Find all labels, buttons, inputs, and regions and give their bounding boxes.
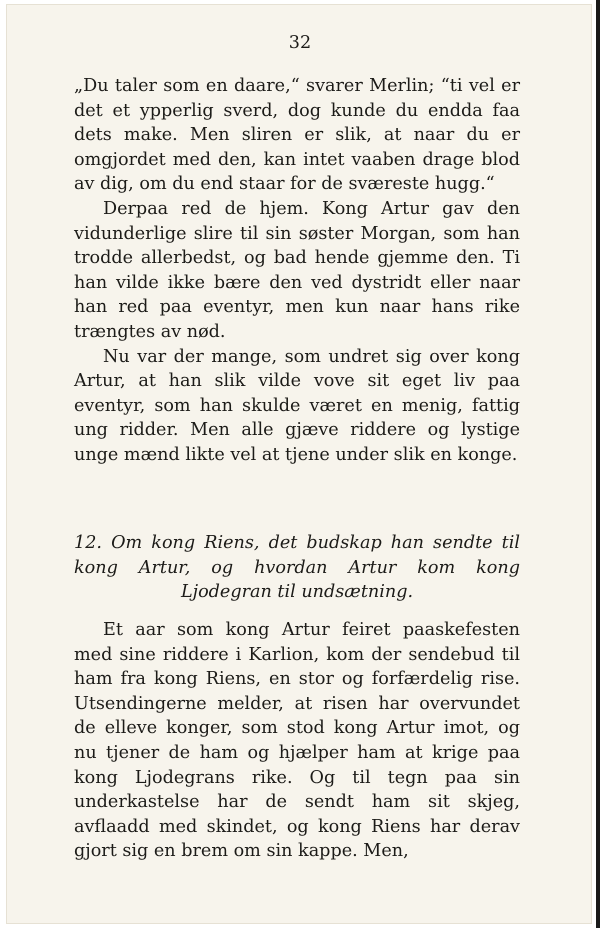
section-two: [74, 618, 520, 864]
paragraph-ride-home: Derpaa red de hjem. Kong Artur gav den vidunderlige slire til sin søster Morgan, som han trodde allerbedst, og bad hende gjemme den. Ti han vilde ikke bære den ved dystridt eller naar han red paa eventyr, men kun naar hans rike trængtes av nød.: [74, 198, 520, 342]
chapter-heading: 12. Om kong Riens, det budskap han sendte til kong Artur, og hvordan Artur kom kong Ljodegran til undsætning.: [74, 533, 520, 603]
paragraph-easter-feast: Et aar som kong Artur feiret paaskefesten med sine riddere i Karlion, kom der sendebud til ham fra kong Riens, en stor og forfærdelig rise. Utsendingerne melder, at risen har overvundet de elleve konger, som stod kong Artur imot, og nu tjener de ham og hjælper ham at krige paa kong Ljodegrans rike. Og til tegn paa sin underkastelse har de sendt ham sit skjeg, avflaadd med skindet, og kong Riens har derav gjort sig en brem om sin kappe. Men,: [74, 620, 520, 862]
section-one: [74, 74, 520, 468]
paragraph-adventure: Nu var der mange, som undret sig over kong Artur, at han slik vilde vove sit eget liv paa eventyr, som han skulde været en menig, fattig ung ridder. Men alle gjæve riddere og lystige unge mænd likte vel at tjene under slik en konge.: [74, 346, 520, 465]
page-edge-shadow: [596, 0, 600, 928]
page-number: 32: [288, 33, 312, 53]
paragraph-merlin-reply: „Du taler som en daare,“ svarer Merlin; “ti vel er det et ypperlig sverd, dog kunde du endda faa dets make. Men sliren er slik, at naar du er omgjordet med den, kan intet vaaben drage blod av dig, om du end staar for de sværeste hugg.“: [74, 76, 520, 195]
